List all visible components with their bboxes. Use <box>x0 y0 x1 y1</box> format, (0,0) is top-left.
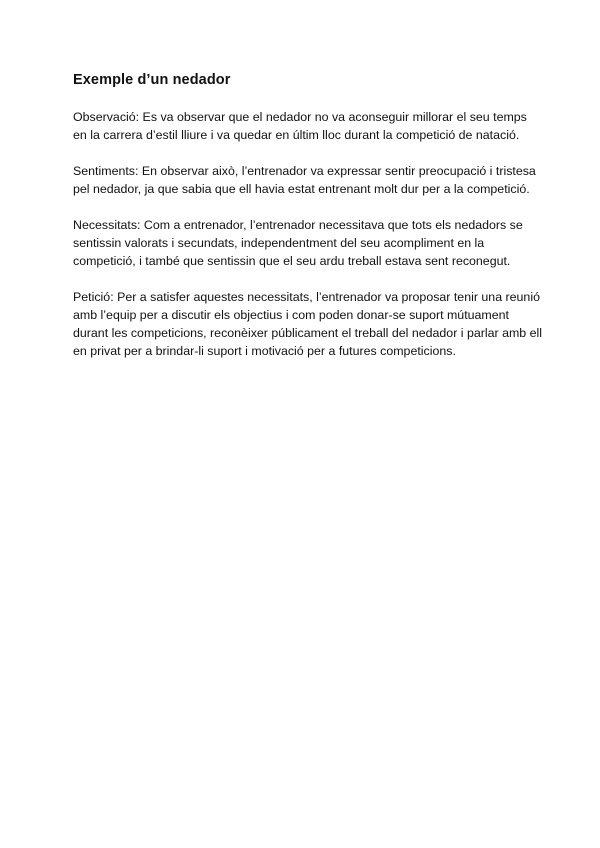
paragraph-sentiments: Sentiments: En observar això, l’entrenador va expressar sentir preocupació i tristesa pel nedador, ja que sabia que ell havia estat entrenant molt dur per a la competició. <box>73 164 536 196</box>
paragraph-observacio: Observació: Es va observar que el nedador no va aconseguir millorar el seu temps en la carrera d’estil lliure i va quedar en últim lloc durant la competició de natació. <box>73 110 527 142</box>
paragraph-necessitats: Necessitats: Com a entrenador, l’entrenador necessitava que tots els nedadors se sentissin valorats i secundats, independentment del seu acompliment en la competició, i també que sentissin que el seu ardu treball estava sent reconegut. <box>73 218 523 268</box>
document-title: Exemple d’un nedador <box>73 72 231 88</box>
document-body <box>73 70 543 378</box>
paragraph-peticio: Petició: Per a satisfer aquestes necessitats, l’entrenador va proposar tenir una reunió amb l’equip per a discutir els objectius i com poden donar-se suport mútuament durant les competicions, reconèixer públicament el treball del nedador i parlar amb ell en privat per a brindar-li suport i motivació per a futures competicions. <box>73 290 543 358</box>
